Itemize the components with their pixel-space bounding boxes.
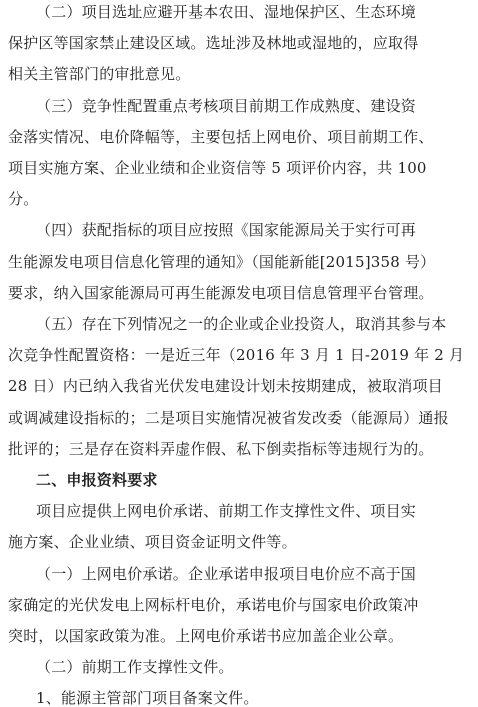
text-line: 1、能源主管部门项目备案文件。 [36,689,259,707]
text-line: 项目实施方案、企业业绩和企业资信等 5 项评价内容，共 100 [8,159,427,177]
text-line: 28 日）内已纳入我省光伏发电建设计划未按期建成，被取消项目 [8,377,443,396]
text-line: 突时，以国家政策为准。上网电价承诺书应加盖企业公章。 [8,627,404,645]
text-line: （一）上网电价承诺。企业承诺申报项目电价应不高于国 [36,564,417,583]
text-line: 施方案、企业业绩、项目资金证明文件等。 [8,533,297,552]
text-line: （四）获配指标的项目应按照《国家能源局关于实行可再 [36,221,417,240]
text-line: 批评的；三是存在资料弄虚作假、私下倒卖指标等违规行为的。 [8,439,434,458]
text-line: 要求，纳入国家能源局可再生能源发电项目信息管理平台管理。 [8,283,434,302]
text-line: 家确定的光伏发电上网标杆电价，承诺电价与国家电价政策冲 [8,595,419,614]
text-line: 或调减建设指标的；二是项目实施情况被省发改委（能源局）通报 [8,408,449,427]
text-line: 分。 [8,190,39,209]
text-line: （二）项目选址应避开基本农田、湿地保护区、生态环境 [36,3,417,21]
text-line: （二）前期工作支撑性文件。 [36,658,234,677]
text-line: 生能源发电项目信息化管理的通知》（国能新能[2015]358 号） [8,252,436,271]
text-line: 相关主管部门的审批意见。 [8,65,191,84]
text-line: 保护区等国家禁止建设区域。选址涉及林地或湿地的，应取得 [8,34,419,53]
text-line: 项目应提供上网电价承诺、前期工作支撑性文件、项目实 [36,502,417,521]
text-line: （五）存在下列情况之一的企业或企业投资人，取消其参与本 [36,315,447,333]
section-heading: 二、申报资料要求 [36,471,158,489]
text-line: 金落实情况、电价降幅等，主要包括上网电价、项目前期工作、 [8,127,434,146]
text-line: 次竞争性配置资格：一是近三年（2016 年 3 月 1 日-2019 年 2 月 [8,346,465,365]
text-line: （三）竞争性配置重点考核项目前期工作成熟度、建设资 [36,96,417,115]
